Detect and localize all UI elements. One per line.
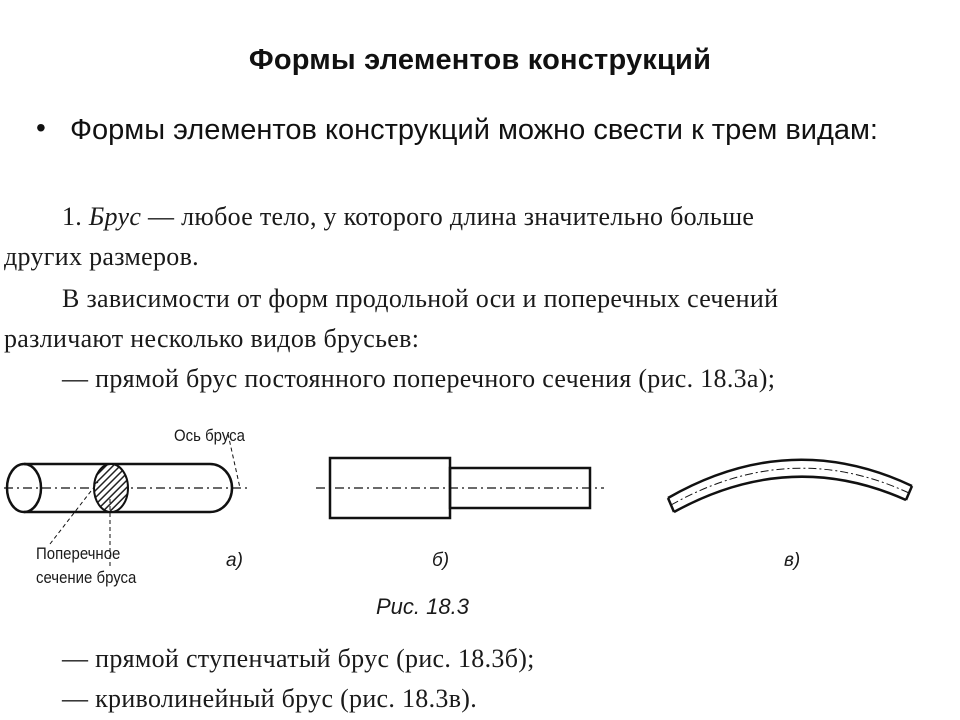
page-title: Формы элементов конструкций (248, 44, 712, 76)
scan-term-brus: Брус (88, 202, 142, 231)
figure-label-b: б) (432, 550, 450, 571)
scan-line-1-rest: — любое тело, у которого длина значительно больше (141, 202, 755, 231)
curved-bar-drawing (668, 460, 912, 512)
scan-line-4: различают несколько видов брусьев: (4, 324, 420, 353)
bullet-dot: • (36, 112, 46, 143)
scan-line-2: других размеров. (4, 242, 199, 271)
bullet-text: Формы элементов конструкций можно свести к трем видам: (70, 114, 878, 146)
figure-18-3-drawings (0, 196, 960, 616)
scan-line-3: В зависимости от форм продольной оси и поперечных сечений (62, 284, 779, 313)
figure-label-c: в) (784, 550, 801, 571)
section-label-line-1: Поперечное (36, 544, 121, 563)
figure-label-a: а) (226, 550, 243, 571)
axis-label: Ось бруса (174, 426, 245, 445)
scan-line-6: — прямой ступенчатый брус (рис. 18.3б); (62, 644, 535, 673)
scan-line-1-number: 1. (62, 202, 89, 231)
section-label-line-2: сечение бруса (36, 568, 137, 587)
scan-line-5: — прямой брус постоянного поперечного сечения (рис. 18.3а); (62, 364, 776, 393)
figure-caption: Рис. 18.3 (376, 594, 469, 619)
stepped-bar-drawing (316, 458, 604, 518)
scan-line-7: — криволинейный брус (рис. 18.3в). (62, 684, 478, 713)
